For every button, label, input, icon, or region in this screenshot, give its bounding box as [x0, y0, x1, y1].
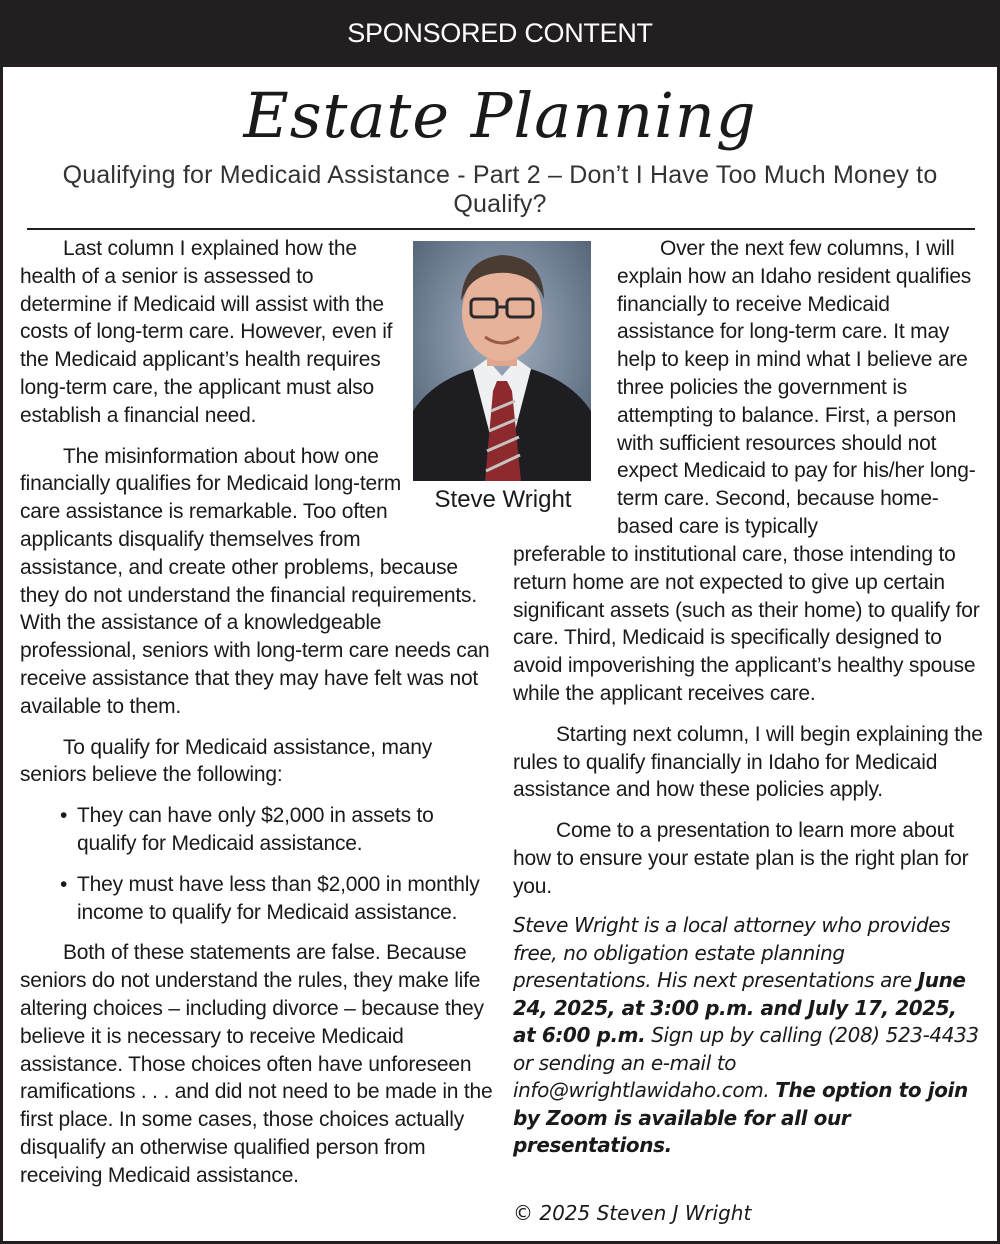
- bullet-icon: •: [60, 872, 68, 896]
- right-paragraph-1-end: preferable to institutional care, those intending to return home are not expected to give up certain significant assets (such as their home) to qualify for care. Third, Medicaid is specifically designed to avoid impoverishing the applicant’s healthy spouse while the applicant receives care.: [513, 543, 980, 705]
- left-paragraph-1: Last column I explained how the health of a senior is assessed to determine if Medicaid will assist with the costs of long-term care. However, even if the Medicaid applicant’s health requires long-term care, the applicant must also establish a financial need.: [20, 237, 393, 427]
- left-paragraph-2: The misinformation about how one financially qualifies for Medicaid long-term care assistance is remarkable. Too often applicants disqualify themselves from assistance, and create other problems, because they do not understand the financial requirements. With the assistance of a knowledgeable professional, seniors with long-term care needs can receive assistance that they may have felt was not available to them.: [20, 444, 490, 718]
- right-column-top: [617, 235, 983, 541]
- portrait-icon: [413, 241, 591, 481]
- right-paragraph-1-start: Over the next few columns, I will explain how an Idaho resident qualifies financially to receive Medicaid assistance for long-term care. It may help to keep in mind what I believe are three policies the government is attempting to balance. First, a person with sufficient resources should not expect Medicaid to pay for his/her long-term care. Second, because home-based care is typically: [617, 237, 976, 538]
- bio-contact: Sign up by calling (208) 523-4433 or sending an e-mail to info@wrightlawidaho.com.: [513, 1023, 979, 1102]
- photo-caption: Steve Wright: [434, 486, 572, 513]
- title-divider: [27, 228, 975, 230]
- bullet-item: [60, 871, 495, 927]
- bullet-item: [60, 802, 495, 858]
- left-paragraph-4: Both of these statements are false. Because seniors do not understand the rules, they make life altering choices – including divorce – because they believe it is necessary to receive Medicaid assistance. Those choices often have unforeseen ramifications . . . and did not need to be made in the first place. In some cases, those choices actually disqualify an otherwise qualified person from receiving Medicaid assistance.: [20, 941, 493, 1187]
- bullet-text: They must have less than $2,000 in monthly income to qualify for Medicaid assistance.: [77, 872, 480, 924]
- article-subtitle: Qualifying for Medicaid Assistance - Part 2 – Don’t I Have Too Much Money to Qualify?: [62, 161, 938, 218]
- bio-zoom: The option to join by Zoom is available for all our presentations.: [513, 1078, 968, 1157]
- bio-dates: June 24, 2025, at 3:00 p.m. and July 17, 2025, at 6:00 p.m.: [513, 968, 966, 1047]
- bio-intro: Steve Wright is a local attorney who provides free, no obligation estate planning presentations. His next presentations are: [513, 913, 951, 992]
- copyright-notice: © 2025 Steven J Wright: [513, 1201, 752, 1225]
- portrait-photo: [413, 241, 591, 481]
- left-paragraph-3: To qualify for Medicaid assistance, many seniors believe the following:: [20, 735, 433, 787]
- author-bio: [513, 912, 983, 1160]
- sponsored-banner: SPONSORED CONTENT: [0, 0, 1000, 67]
- right-paragraph-3: Come to a presentation to learn more about how to ensure your estate plan is the right plan for you.: [513, 819, 969, 898]
- bullet-icon: •: [60, 804, 68, 828]
- bullet-text: They can have only $2,000 in assets to qualify for Medicaid assistance.: [77, 804, 434, 855]
- right-paragraph-2: Starting next column, I will begin explaining the rules to qualify financially in Idaho for Medicaid assistance and how these policies apply.: [513, 722, 983, 802]
- page-title: Estate Planning: [243, 79, 757, 152]
- right-column-main: [513, 541, 988, 914]
